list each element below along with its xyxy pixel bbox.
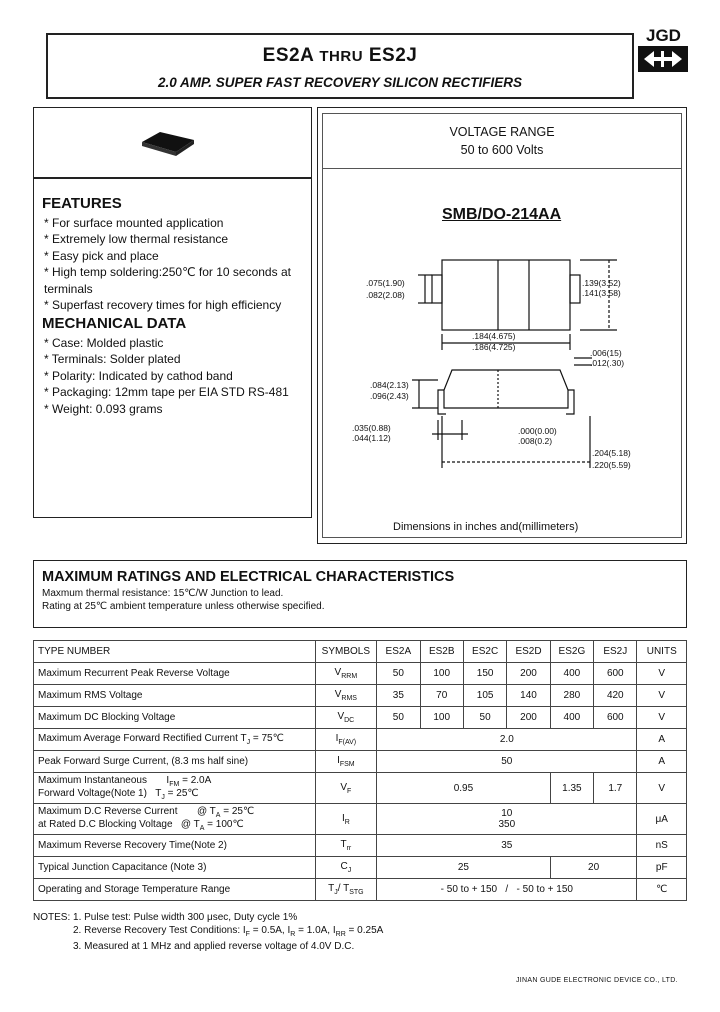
table-header: ES2J bbox=[594, 641, 637, 663]
table-header-row bbox=[34, 641, 687, 663]
symbol-cell: $T_{rr}$ bbox=[315, 835, 377, 857]
value-cell: 0.95 bbox=[377, 773, 551, 804]
table-header: ES2B bbox=[420, 641, 463, 663]
ratings-note: Rating at 25℃ ambient temperature unless otherwise specified. bbox=[42, 601, 325, 612]
symbol-cell: $C_J$ bbox=[315, 857, 377, 879]
list-item: * Easy pick and place bbox=[44, 248, 159, 263]
table-header: ES2A bbox=[377, 641, 420, 663]
param-cell: Maximum Recurrent Peak Reverse Voltage bbox=[34, 663, 316, 685]
unit-cell: V bbox=[637, 707, 687, 729]
body-side-view bbox=[444, 370, 568, 408]
symbol-cell: $V_{RRM}$ bbox=[315, 663, 377, 685]
param-cell: Operating and Storage Temperature Range bbox=[34, 879, 316, 901]
table-row bbox=[34, 857, 687, 879]
list-item: * Polarity: Indicated by cathod band bbox=[44, 368, 233, 383]
dim-label: .012(.30) bbox=[590, 358, 625, 368]
list-item: * Packaging: 12mm tape per EIA STD RS-481 bbox=[44, 385, 289, 400]
dim-label: .186(4.725) bbox=[472, 342, 516, 352]
part-start: ES2A bbox=[262, 45, 314, 66]
table-header: ES2D bbox=[507, 641, 550, 663]
table-header: SYMBOLS bbox=[315, 641, 377, 663]
value-cell: 1.7 bbox=[594, 773, 637, 804]
value-cell: 20 bbox=[550, 857, 637, 879]
ratings-note: Maxmum thermal resistance: 15℃/W Junction to lead. bbox=[42, 588, 284, 599]
table-row bbox=[34, 707, 687, 729]
voltage-value: 50 to 600 Volts bbox=[460, 143, 544, 157]
value-cell: 70 bbox=[420, 685, 463, 707]
body-top-view bbox=[442, 260, 570, 330]
param-cell: Typical Junction Capacitance (Note 3) bbox=[34, 857, 316, 879]
symbol-cell: $I_{FSM}$ bbox=[315, 751, 377, 773]
table-row bbox=[34, 729, 687, 751]
param-cell: Maximum D.C Reverse Current @ $T_A$ = 25℃ at Rated D.C Blocking Voltage @ $T_A$ = 100℃ bbox=[34, 804, 316, 835]
table-row bbox=[34, 663, 687, 685]
note-2: 2. Reverse Recovery Test Conditions: $I_F = 0.5A$, $I_R = 1.0A$, $I_{RR} = 0.25A$ bbox=[73, 924, 384, 938]
list-item: terminals bbox=[44, 281, 93, 296]
value-cell: 10 350 bbox=[377, 804, 637, 835]
part-end: ES2J bbox=[368, 45, 418, 66]
value-cell: 140 bbox=[507, 685, 550, 707]
dim-label: .006(15) bbox=[590, 348, 622, 358]
chip-image bbox=[138, 128, 198, 163]
value-cell: 105 bbox=[463, 685, 506, 707]
unit-cell: A bbox=[637, 729, 687, 751]
thru-label: THRU bbox=[319, 48, 364, 65]
value-cell: 420 bbox=[594, 685, 637, 707]
value-cell: 600 bbox=[594, 707, 637, 729]
dim-label: .000(0.00) bbox=[518, 426, 557, 436]
value-cell: 50 bbox=[377, 707, 420, 729]
table-row bbox=[34, 773, 687, 804]
footer: JINAN GUDE ELECTRONIC DEVICE CO., LTD. bbox=[516, 977, 678, 984]
param-cell: Maximum Instantaneous $I_{FM} = 2.0A$ Forward Voltage(Note 1) $T_J$ = 25℃ bbox=[34, 773, 316, 804]
dim-label: .141(3.58) bbox=[582, 288, 621, 298]
dim-label: .082(2.08) bbox=[366, 290, 405, 300]
value-cell: 2.0 bbox=[377, 729, 637, 751]
param-cell: Maximum Reverse Recovery Time(Note 2) bbox=[34, 835, 316, 857]
page-title bbox=[48, 45, 632, 67]
dimensions-caption: Dimensions in inches and(millimeters) bbox=[393, 521, 579, 533]
dim-label: .220(5.59) bbox=[592, 460, 631, 470]
value-cell: 600 bbox=[594, 663, 637, 685]
list-item: * Superfast recovery times for high efficiency bbox=[44, 298, 282, 313]
list-item: * Terminals: Solder plated bbox=[44, 352, 181, 367]
symbol-cell: $I_{F(AV)}$ bbox=[315, 729, 377, 751]
symbol-cell: $I_R$ bbox=[315, 804, 377, 835]
value-cell: 200 bbox=[507, 663, 550, 685]
list-item: * Case: Molded plastic bbox=[44, 336, 164, 350]
unit-cell: ℃ bbox=[637, 879, 687, 901]
dim-label: .184(4.675) bbox=[472, 331, 516, 341]
value-cell: 100 bbox=[420, 663, 463, 685]
note-1: NOTES: 1. Pulse test: Pulse width 300 μsec, Duty cycle 1% bbox=[33, 912, 298, 923]
table-row bbox=[34, 685, 687, 707]
dim-label: .084(2.13) bbox=[370, 380, 409, 390]
unit-cell: μA bbox=[637, 804, 687, 835]
logo-text: JGD bbox=[646, 26, 681, 45]
dim-label: .008(0.2) bbox=[518, 436, 553, 446]
mechanical-list bbox=[44, 335, 289, 417]
unit-cell: V bbox=[637, 685, 687, 707]
dim-label: .096(2.43) bbox=[370, 391, 409, 401]
value-cell: 400 bbox=[550, 663, 593, 685]
value-cell: 50 bbox=[463, 707, 506, 729]
symbol-cell: $V_F$ bbox=[315, 773, 377, 804]
list-item: * Weight: 0.093 grams bbox=[44, 401, 163, 416]
unit-cell: nS bbox=[637, 835, 687, 857]
value-cell: 280 bbox=[550, 685, 593, 707]
unit-cell: V bbox=[637, 773, 687, 804]
dim-label: .075(1.90) bbox=[366, 278, 405, 288]
dim-label: .204(5.18) bbox=[592, 448, 631, 458]
list-item: * For surface mounted application bbox=[44, 216, 224, 230]
package-name: SMB/DO-214AA bbox=[442, 206, 562, 223]
table-header: UNITS bbox=[637, 641, 687, 663]
param-cell: Peak Forward Surge Current, (8.3 ms half sine) bbox=[34, 751, 316, 773]
list-item: * High temp soldering:250℃ for 10 seconds at bbox=[44, 265, 291, 280]
table-row bbox=[34, 879, 687, 901]
symbol-cell: $V_{RMS}$ bbox=[315, 685, 377, 707]
table-row bbox=[34, 804, 687, 835]
voltage-range bbox=[322, 123, 682, 159]
symbol-cell: $T_J/$ $T_{STG}$ bbox=[315, 879, 377, 901]
features-list bbox=[44, 215, 291, 313]
spec-table bbox=[33, 640, 687, 901]
value-cell: 200 bbox=[507, 707, 550, 729]
voltage-label: VOLTAGE RANGE bbox=[449, 125, 555, 139]
table-header: ES2C bbox=[463, 641, 506, 663]
table-header: ES2G bbox=[550, 641, 593, 663]
jgd-logo-icon bbox=[638, 46, 688, 72]
dim-label: .044(1.12) bbox=[352, 433, 391, 443]
table-row bbox=[34, 835, 687, 857]
value-cell: 50 bbox=[377, 751, 637, 773]
table-row bbox=[34, 751, 687, 773]
dim-label: .139(3.52) bbox=[582, 278, 621, 288]
value-cell: 50 bbox=[377, 663, 420, 685]
ratings-heading: MAXIMUM RATINGS AND ELECTRICAL CHARACTERISTICS bbox=[42, 569, 455, 585]
unit-cell: pF bbox=[637, 857, 687, 879]
value-cell: 400 bbox=[550, 707, 593, 729]
value-cell: 35 bbox=[377, 835, 637, 857]
unit-cell: V bbox=[637, 663, 687, 685]
value-cell: 1.35 bbox=[550, 773, 593, 804]
param-cell: Maximum Average Forward Rectified Current $T_J$ = 75℃ bbox=[34, 729, 316, 751]
symbol-cell: $V_{DC}$ bbox=[315, 707, 377, 729]
divider bbox=[33, 177, 312, 179]
param-cell: Maximum DC Blocking Voltage bbox=[34, 707, 316, 729]
mechanical-heading: MECHANICAL DATA bbox=[42, 315, 187, 332]
value-cell: 150 bbox=[463, 663, 506, 685]
divider bbox=[322, 168, 682, 169]
list-item: * Extremely low thermal resistance bbox=[44, 232, 229, 247]
features-heading: FEATURES bbox=[42, 195, 122, 212]
notes bbox=[33, 912, 383, 954]
page-subtitle: 2.0 AMP. SUPER FAST RECOVERY SILICON RECTIFIERS bbox=[157, 75, 523, 90]
unit-cell: A bbox=[637, 751, 687, 773]
value-cell: - 50 to + 150 / - 50 to + 150 bbox=[377, 879, 637, 901]
value-cell: 35 bbox=[377, 685, 420, 707]
note-3: 3. Measured at 1 MHz and applied reverse voltage of 4.0V D.C. bbox=[73, 941, 355, 952]
value-cell: 100 bbox=[420, 707, 463, 729]
table-header: TYPE NUMBER bbox=[34, 641, 316, 663]
dim-label: .035(0.88) bbox=[352, 423, 391, 433]
title-box bbox=[46, 33, 634, 99]
value-cell: 25 bbox=[377, 857, 551, 879]
param-cell: Maximum RMS Voltage bbox=[34, 685, 316, 707]
package-drawing bbox=[322, 230, 682, 520]
